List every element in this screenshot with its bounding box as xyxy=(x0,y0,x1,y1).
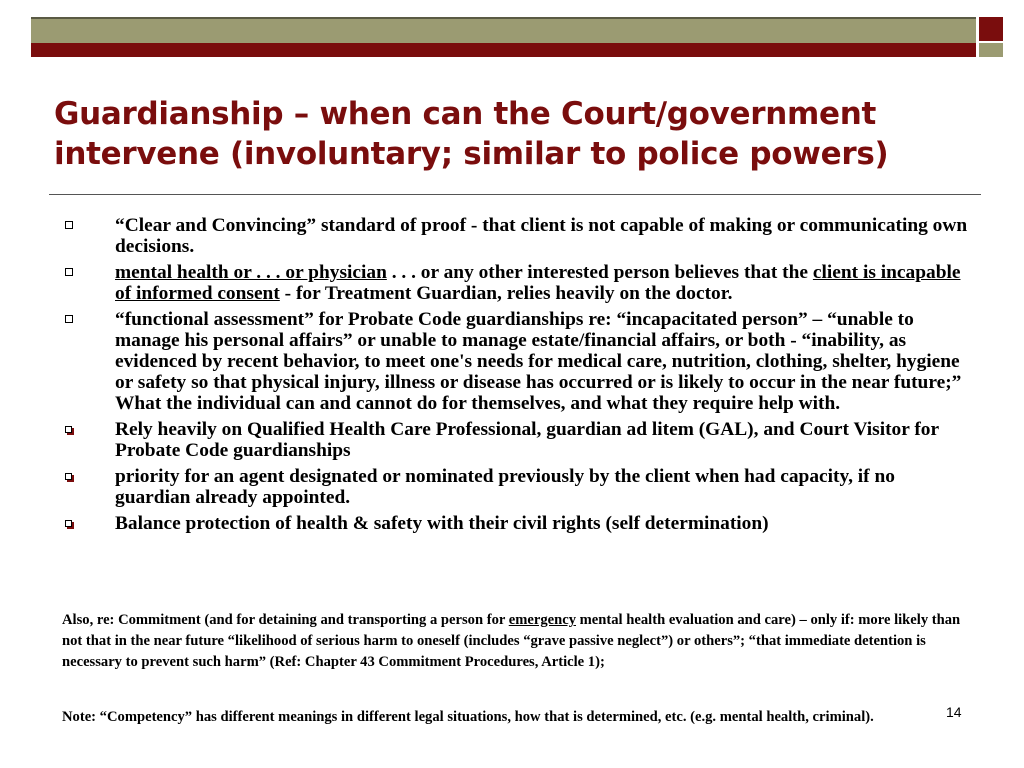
commitment-note-after: mental health evaluation and care) – only if: more likely than not that in the near future “likelihood of serious harm to oneself (includes “grave passive neglect”) or others”; “that immediate detention is necessary to prevent such harm” (Ref: Chapter 43 Commitment Procedures, Article 1); xyxy=(62,612,961,670)
bullet-item xyxy=(62,466,972,508)
bullet-text: Rely heavily on Qualified Health Care Professional, guardian ad litem (GAL), and Court Visitor for Probate Code guardianships xyxy=(115,419,939,461)
square-bullet-icon xyxy=(65,473,73,481)
square-bullet-icon xyxy=(65,520,73,528)
bullet-item xyxy=(62,419,972,461)
title-divider xyxy=(49,194,981,195)
page-number: 14 xyxy=(946,704,962,720)
commitment-note-before: Also, re: Commitment (and for detaining and transporting a person for xyxy=(62,612,509,628)
square-bullet-icon xyxy=(65,268,73,276)
commitment-note xyxy=(62,610,967,673)
slide-title xyxy=(54,94,954,174)
header-bar-olive xyxy=(31,17,976,44)
bullet-item xyxy=(62,309,972,414)
bullet-underlined-text: client is incapable of informed consent xyxy=(115,262,961,304)
bullet-list xyxy=(62,215,972,539)
bullet-item xyxy=(62,513,972,534)
bullet-text: “functional assessment” for Probate Code guardianships re: “incapacitated person” – “unable to manage his personal affairs” or unable to manage estate/financial affairs, or both - “inability, as evidenced by recent behavior, to meet one's needs for medical care, nutrition, clothing, shelter, hygiene or safety so that physical injury, illness or disease has occurred or is likely to occur in the near future;” What the individual can and cannot do for themselves, and what they require help with. xyxy=(115,309,962,414)
bullet-text: - for Treatment Guardian, relies heavily on the doctor. xyxy=(279,283,733,304)
competency-note: Note: “Competency” has different meanings in different legal situations, how that is determined, etc. (e.g. mental health, criminal). xyxy=(62,709,874,725)
commitment-note-emergency: emergency xyxy=(508,612,576,628)
header-bar-maroon xyxy=(31,43,976,57)
slide-title-line-2: intervene (involuntary; similar to police powers) xyxy=(54,136,889,172)
slide-title-line-1: Guardianship – when can the Court/government xyxy=(54,96,877,132)
bullet-item xyxy=(62,215,972,257)
header-square-maroon xyxy=(979,17,1003,41)
square-bullet-icon xyxy=(65,426,73,434)
header-square-olive xyxy=(979,43,1003,57)
bullet-item xyxy=(62,262,972,304)
bullet-text: “Clear and Convincing” standard of proof - that client is not capable of making or communicating own decisions. xyxy=(115,215,968,257)
bullet-text: priority for an agent designated or nominated previously by the client when had capacity, if no guardian already appointed. xyxy=(115,466,895,508)
square-bullet-icon xyxy=(65,315,73,323)
bullet-text: . . . or any other interested person believes that the xyxy=(386,262,813,283)
bullet-text: Balance protection of health & safety with their civil rights (self determination) xyxy=(115,513,769,534)
bullet-underlined-text: mental health or . . . or physician xyxy=(115,262,387,283)
square-bullet-icon xyxy=(65,221,73,229)
